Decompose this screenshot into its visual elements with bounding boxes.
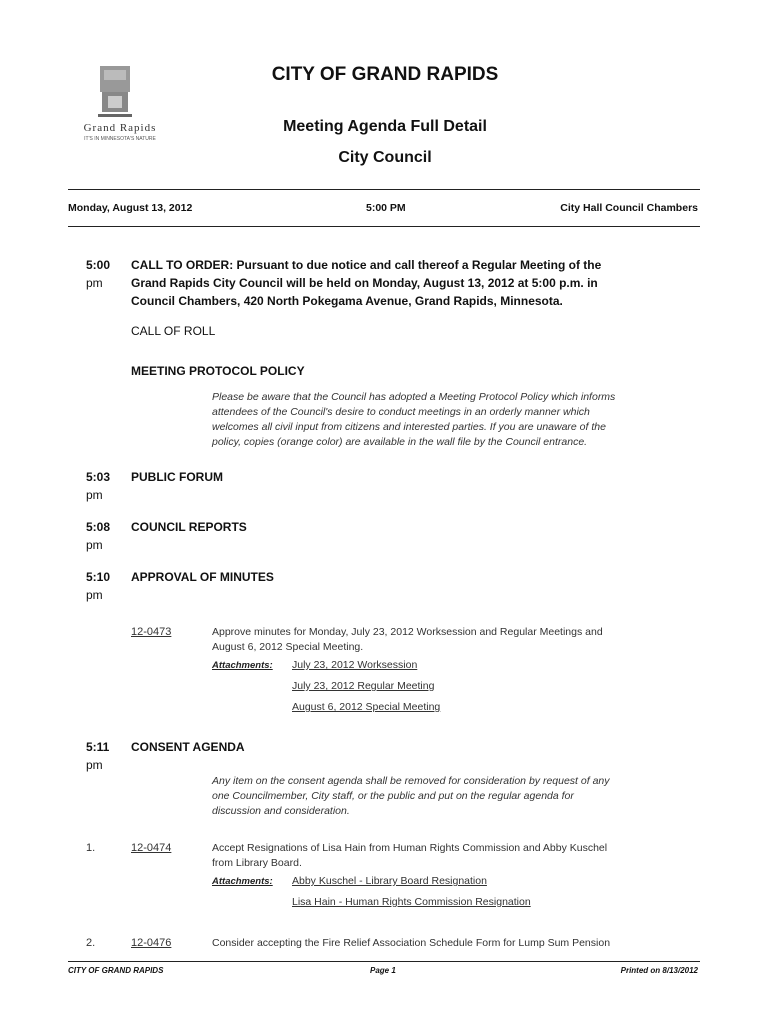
minutes-attachments-label: Attachments:	[212, 660, 273, 671]
attachment-link[interactable]: July 23, 2012 Regular Meeting	[292, 680, 435, 692]
meeting-body: City Council	[338, 149, 432, 166]
consent-item-number: 2.	[86, 937, 96, 949]
call-to-order-line: CALL TO ORDER: Pursuant to due notice and call thereof a Regular Meeting of the	[131, 258, 602, 272]
consent-time	[86, 738, 118, 774]
call-to-order-line: Council Chambers, 420 North Pokegama Avenue, Grand Rapids, Minnesota.	[131, 294, 563, 308]
page-title: CITY OF GRAND RAPIDS	[271, 64, 499, 85]
minutes-heading: APPROVAL OF MINUTES	[131, 570, 274, 584]
page-subtitle: Meeting Agenda Full Detail	[283, 118, 487, 135]
time-hour: 5:10	[86, 570, 111, 584]
footer-page-number: Page 1	[370, 966, 396, 975]
public-forum-heading: PUBLIC FORUM	[131, 470, 223, 484]
logo-tagline: IT'S IN MINNESOTA'S NATURE	[84, 136, 156, 142]
minutes-time	[86, 568, 118, 604]
protocol-line: welcomes all civil input from citizens and interested parties. If you are unaware of the	[212, 421, 606, 433]
call-to-order-line: Grand Rapids City Council will be held on Monday, August 13, 2012 at 5:00 p.m. in	[131, 276, 598, 290]
header-rule-bottom	[68, 226, 700, 227]
consent-item-file-link[interactable]: 12-0476	[131, 937, 172, 949]
protocol-line: Please be aware that the Council has adopted a Meeting Protocol Policy which informs	[212, 391, 616, 403]
protocol-line: policy, copies (orange color) are available in the wall file by the Council entrance.	[212, 436, 588, 448]
description-line: August 6, 2012 Special Meeting.	[212, 641, 364, 653]
footer-org: CITY OF GRAND RAPIDS	[68, 966, 164, 975]
minutes-description	[212, 625, 652, 655]
call-of-roll-heading: CALL OF ROLL	[131, 324, 216, 338]
time-hour: 5:11	[86, 740, 110, 754]
time-hour: 5:00	[86, 258, 111, 272]
time-hour: 5:08	[86, 520, 111, 534]
attachment-link[interactable]: Abby Kuschel - Library Board Resignation	[292, 875, 487, 887]
minutes-file-link[interactable]: 12-0473	[131, 626, 172, 638]
time-meridiem: pm	[86, 588, 103, 602]
time-meridiem: pm	[86, 276, 103, 290]
time-meridiem: pm	[86, 758, 103, 772]
attachment-link[interactable]: July 23, 2012 Worksession	[292, 659, 418, 671]
consent-note-line: Any item on the consent agenda shall be removed for consideration by request of any	[212, 775, 610, 787]
description-line: Accept Resignations of Lisa Hain from Human Rights Commission and Abby Kuschel	[212, 842, 608, 854]
logo-wordmark: Grand Rapids	[83, 122, 157, 134]
description-line: Approve minutes for Monday, July 23, 2012 Worksession and Regular Meetings and	[212, 626, 603, 638]
consent-item-description	[212, 936, 652, 951]
consent-item-description	[212, 841, 652, 871]
call-to-order-time	[86, 256, 118, 292]
protocol-line: attendees of the Council's desire to conduct meetings in an orderly manner which	[212, 406, 590, 418]
header-rule-top	[68, 189, 700, 190]
meeting-location: City Hall Council Chambers	[560, 202, 698, 214]
attachment-link[interactable]: Lisa Hain - Human Rights Commission Resignation	[292, 896, 531, 908]
footer-rule	[68, 961, 700, 962]
consent-note-line: discussion and consideration.	[212, 805, 350, 817]
protocol-text	[212, 390, 652, 450]
meeting-date: Monday, August 13, 2012	[68, 202, 193, 214]
consent-note-line: one Councilmember, City staff, or the public and put on the regular agenda for	[212, 790, 574, 802]
protocol-heading: MEETING PROTOCOL POLICY	[131, 364, 305, 378]
consent-note	[212, 774, 652, 819]
call-to-order	[131, 256, 641, 310]
time-meridiem: pm	[86, 488, 103, 502]
council-reports-time	[86, 518, 118, 554]
description-line: from Library Board.	[212, 857, 302, 869]
time-hour: 5:03	[86, 470, 111, 484]
description-line: Consider accepting the Fire Relief Association Schedule Form for Lump Sum Pension	[212, 937, 611, 949]
public-forum-time	[86, 468, 118, 504]
consent-item-attachments-label: Attachments:	[212, 876, 273, 887]
footer-printed-date: Printed on 8/13/2012	[620, 966, 698, 975]
meeting-time: 5:00 PM	[366, 202, 406, 214]
time-meridiem: pm	[86, 538, 103, 552]
consent-item-number: 1.	[86, 842, 96, 854]
attachment-link[interactable]: August 6, 2012 Special Meeting	[292, 701, 441, 713]
council-reports-heading: COUNCIL REPORTS	[131, 520, 247, 534]
consent-item-file-link[interactable]: 12-0474	[131, 842, 172, 854]
consent-heading: CONSENT AGENDA	[131, 740, 245, 754]
